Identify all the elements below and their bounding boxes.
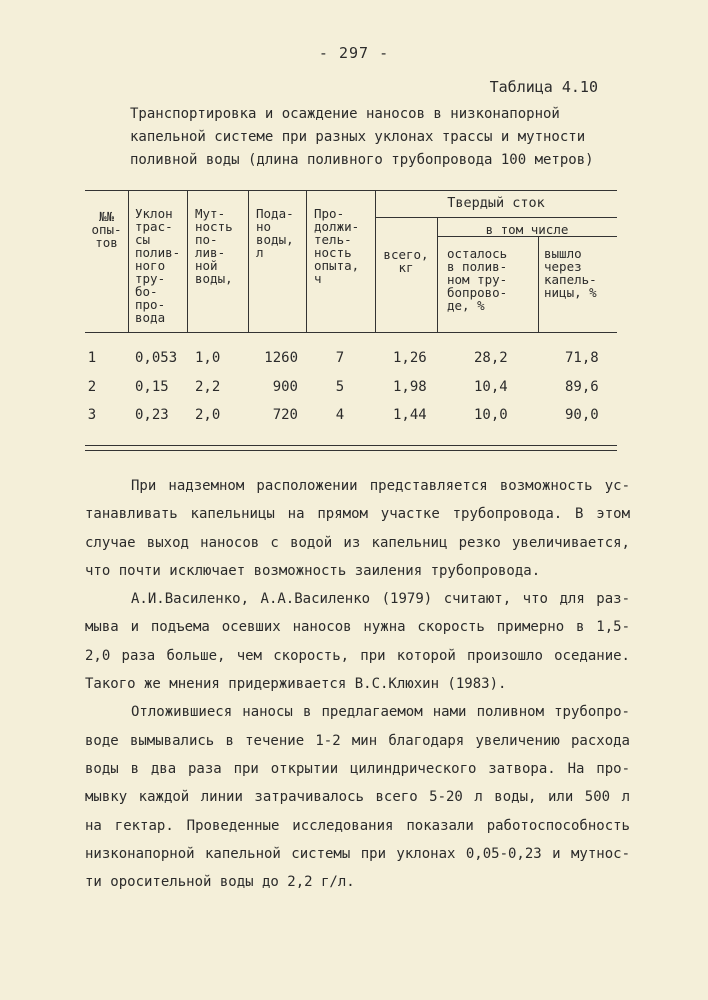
page-number: - 297 -: [318, 44, 390, 62]
cell-out: 89,6: [565, 379, 599, 395]
cell-num: 3: [87, 407, 97, 423]
cell-slope: 0,23: [135, 407, 169, 423]
table-bottom-rule: [85, 445, 617, 446]
text-line: мыва и подъема осевших наносов нужна скорость примерно в 1,5-: [85, 619, 630, 636]
cell-remained: 28,2: [474, 350, 508, 366]
header-slope: Уклон трас- сы полив- ного тру- бо- про- вода: [135, 206, 181, 325]
text-line: 2,0 раза больше, чем скорость, при которой произошло оседание.: [85, 647, 630, 664]
text-line: танавливать капельницы на прямом участке трубопровода. В этом: [85, 506, 630, 523]
header-including: в том числе: [485, 222, 569, 237]
text-line: воде вымывались в течение 1-2 мин благодаря увеличению расхода: [85, 732, 630, 749]
text-line: что почти исключает возможность заиления трубопровода.: [85, 562, 541, 579]
col-divider: [306, 190, 307, 332]
text-line: При надземном расположении представляется возможность ус-: [131, 478, 630, 494]
header-duration: Про- должи- тель- ность опыта, ч: [314, 206, 360, 286]
cell-total: 1,26: [393, 350, 427, 366]
cell-num: 2: [87, 379, 97, 395]
cell-out: 90,0: [565, 407, 599, 423]
cell-turbidity: 2,0: [195, 407, 221, 423]
header-total: всего, кг: [383, 247, 429, 275]
cell-turbidity: 2,2: [195, 379, 221, 395]
cell-total: 1,98: [393, 379, 427, 395]
table-bottom-rule-2: [85, 450, 617, 451]
header-bottom-rule: [85, 332, 617, 333]
col-divider: [248, 190, 249, 332]
header-out: вышло через капель- ницы, %: [544, 246, 597, 300]
paragraph-1: [85, 472, 630, 585]
text-line: воды в два раза при открытии цилиндрического затвора. На про-: [85, 760, 630, 777]
header-supplied: Пода- но воды, л: [256, 206, 294, 260]
text-line: низконапорной капельной системы при уклонах 0,05-0,23 и мутнос-: [85, 845, 630, 862]
solid-runoff-rule: [375, 217, 617, 218]
col-divider: [187, 190, 188, 332]
text-line: на гектар. Проведенные исследования показали работоспособность: [85, 817, 630, 834]
cell-slope: 0,15: [135, 379, 169, 395]
cell-out: 71,8: [565, 350, 599, 366]
header-num: №№ опы- тов: [91, 209, 122, 250]
paragraph-3: [85, 698, 630, 896]
cell-remained: 10,0: [474, 407, 508, 423]
cell-duration: 7: [335, 350, 345, 366]
cell-remained: 10,4: [474, 379, 508, 395]
text-line: Такого же мнения придерживается В.С.Клюхин (1983).: [85, 676, 507, 693]
table-caption: [128, 103, 628, 172]
caption-line: Транспортировка и осаждение наносов в низконапорной: [130, 106, 560, 122]
text-line: А.И.Василенко, А.А.Василенко (1979) считают, что для раз-: [131, 591, 630, 608]
caption-line: капельной системе при разных уклонах трассы и мутности: [130, 129, 586, 145]
text-line: мывку каждой линии затрачивалось всего 5-20 л воды, или 500 л: [85, 789, 630, 806]
caption-line: поливной воды (длина поливного трубопровода 100 метров): [130, 152, 594, 168]
cell-num: 1: [87, 350, 97, 366]
cell-supplied: 900: [272, 379, 298, 395]
cell-total: 1,44: [393, 407, 427, 423]
col-divider: [538, 236, 539, 332]
cell-supplied: 720: [272, 407, 298, 423]
cell-duration: 4: [335, 407, 345, 423]
paragraph-2: [85, 585, 630, 698]
table-label: Таблица 4.10: [489, 78, 598, 96]
cell-duration: 5: [335, 379, 345, 395]
header-solid-runoff: Твердый сток: [447, 195, 545, 211]
text-line: случае выход наносов с водой из капельниц резко увеличивается,: [85, 534, 630, 551]
header-turbidity: Мут- ность по- лив- ной воды,: [195, 206, 233, 286]
text-line: Отложившиеся наносы в предлагаемом нами поливном трубопро-: [131, 704, 630, 721]
table-top-rule: [85, 190, 617, 191]
cell-supplied: 1260: [264, 350, 298, 366]
body-text: [85, 472, 630, 896]
header-remained: осталось в полив- ном тру- бопрово- де, %: [447, 246, 508, 313]
text-line: ти оросительной воды до 2,2 г/л.: [85, 874, 355, 891]
cell-slope: 0,053: [135, 350, 178, 366]
cell-turbidity: 1,0: [195, 350, 221, 366]
col-divider: [128, 190, 129, 332]
